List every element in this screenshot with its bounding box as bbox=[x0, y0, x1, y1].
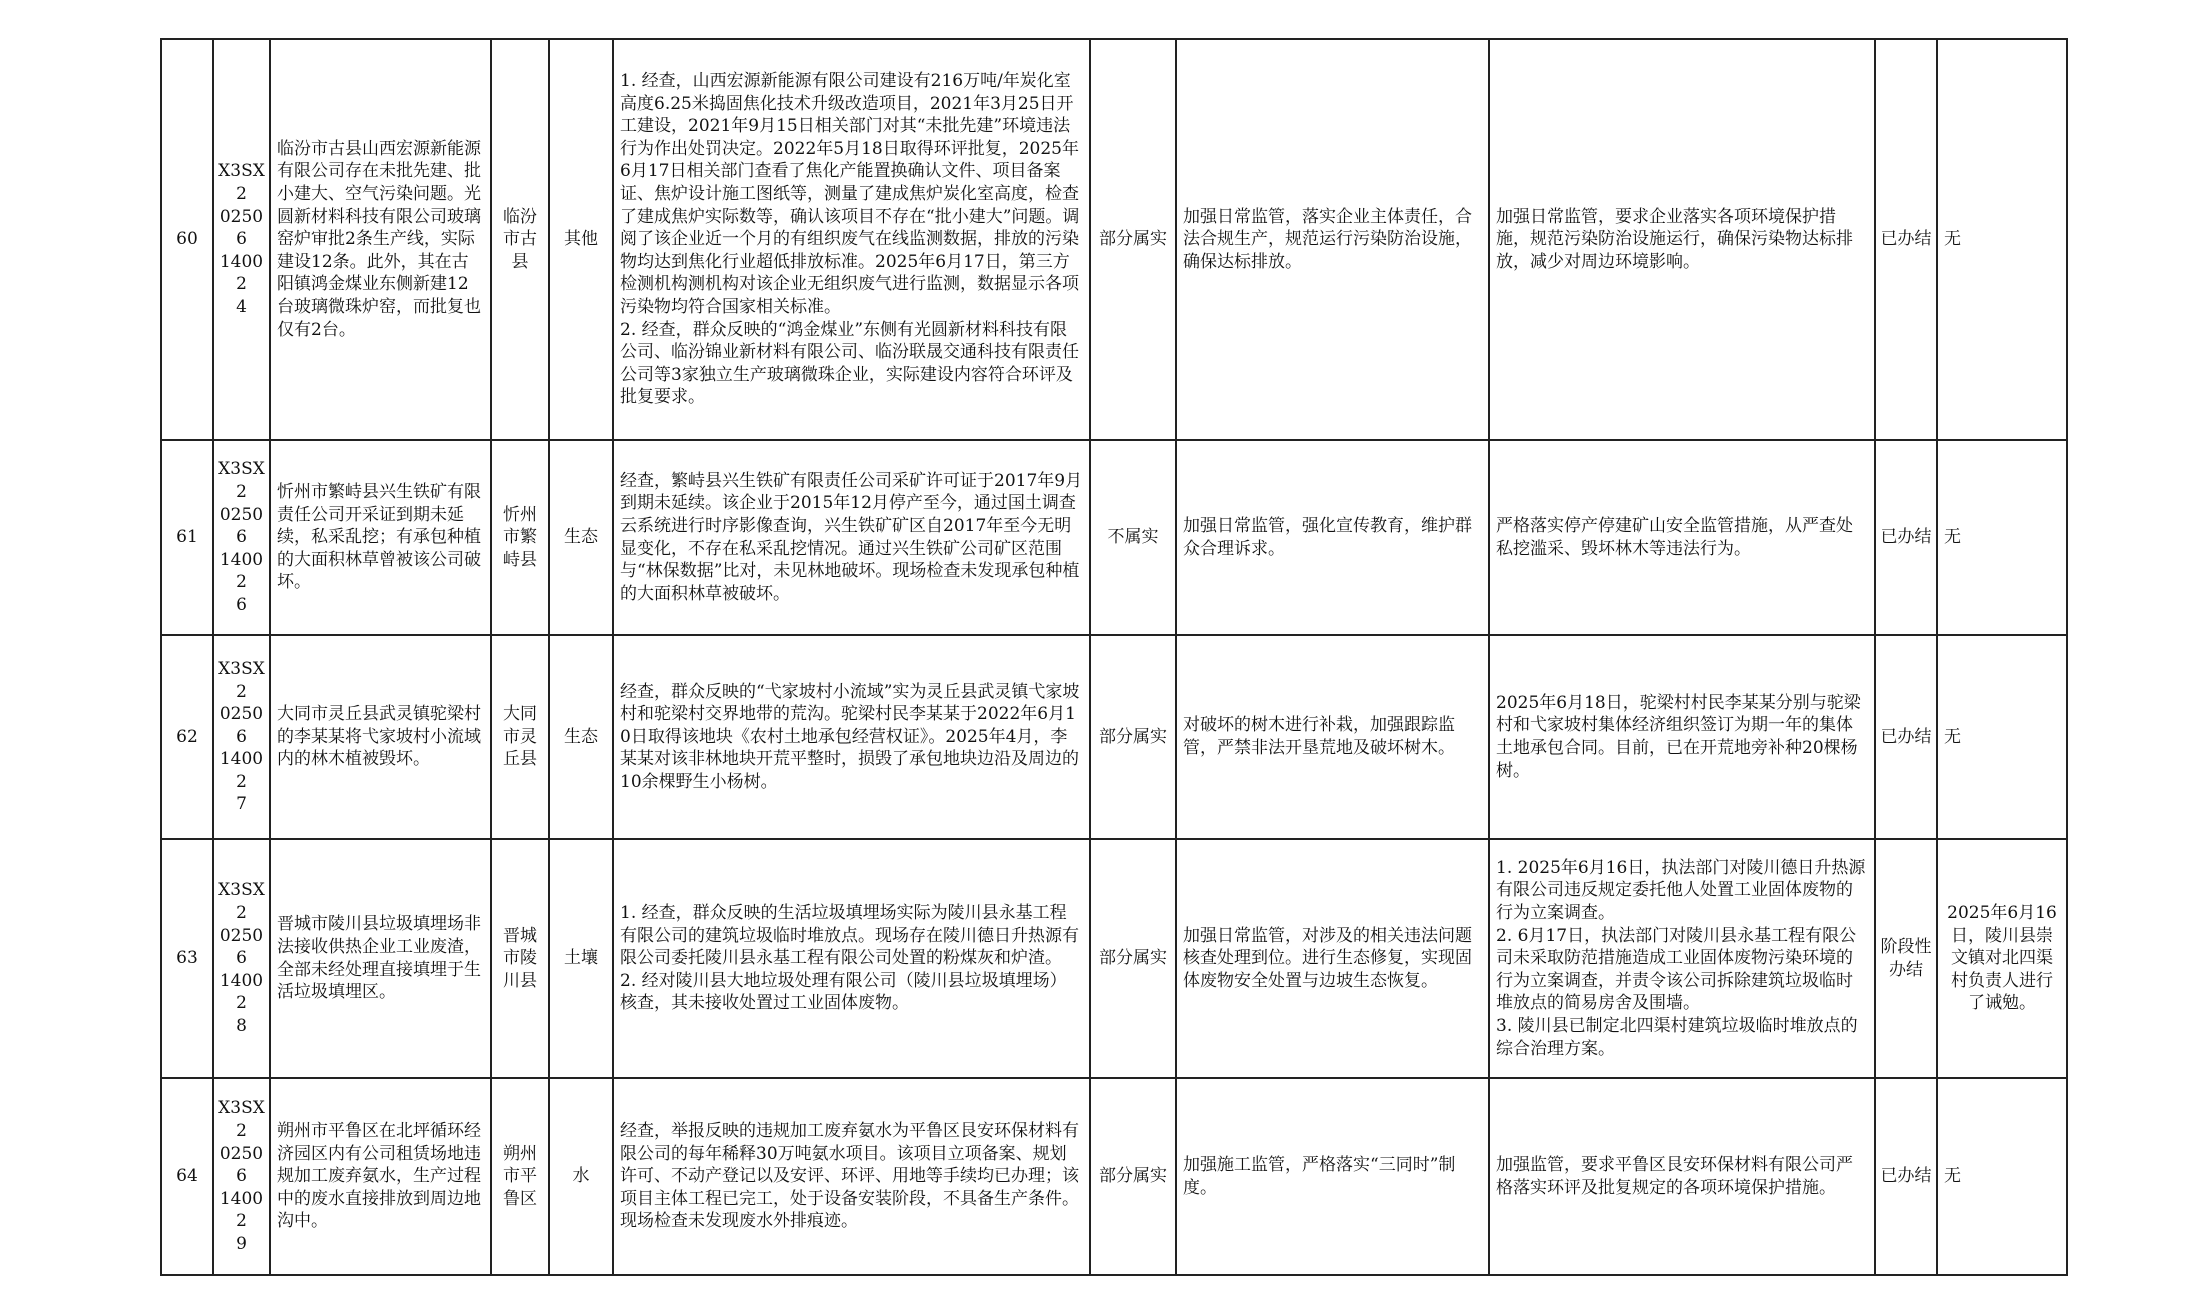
complaint-code-line: X3SX2 bbox=[218, 1098, 265, 1142]
row-number-cell: 63 bbox=[161, 839, 213, 1078]
complaint-content-cell: 晋城市陵川县垃圾填埋场非法接收供热企业工业废渣，全部未经处理直接填埋于生活垃圾填埋区。 bbox=[270, 839, 491, 1078]
handling-cell: 加强施工监管，严格落实“三同时”制度。 bbox=[1176, 1078, 1489, 1275]
complaint-content-cell: 忻州市繁峙县兴生铁矿有限责任公司开采证到期未延续，私采乱挖；有承包种植的大面积林草曾被该公司破坏。 bbox=[270, 440, 491, 635]
verdict-cell: 部分属实 bbox=[1090, 39, 1176, 440]
region-cell: 晋城市陵川县 bbox=[491, 839, 549, 1078]
complaint-code-line: 14002 bbox=[219, 549, 264, 593]
status-cell: 已办结 bbox=[1875, 440, 1937, 635]
rectification-cell: 2025年6月18日，驼梁村村民李某某分别与驼梁村和弋家坡村集体经济组织签订为期一年的集体土地承包合同。目前，已在开荒地旁补种20棵杨树。 bbox=[1489, 635, 1875, 839]
complaint-code-line: 02506 bbox=[219, 206, 264, 250]
accountability-cell: 无 bbox=[1937, 39, 2067, 440]
accountability-cell: 2025年6月16日，陵川县崇文镇对北四渠村负责人进行了诫勉。 bbox=[1937, 839, 2067, 1078]
category-cell: 生态 bbox=[549, 635, 613, 839]
complaint-table bbox=[160, 38, 2068, 1276]
category-cell: 土壤 bbox=[549, 839, 613, 1078]
row-number-cell: 64 bbox=[161, 1078, 213, 1275]
verification-cell: 1. 经查，山西宏源新能源有限公司建设有216万吨/年炭化室高度6.25米捣固焦化技术升级改造项目，2021年3月25日开工建设，2021年9月15日相关部门对其“未批先建”环境违法行为作出处罚决定。2022年5月18日取得环评批复，2025年6月17日相关部门查看了焦化产能置换确认文件、项目备案证、焦炉设计施工图纸等，测量了建成焦炉炭化室高度，检查了建成焦炉实际数等，确认该项目不存在“批小建大”问题。调阅了该企业近一个月的有组织废气在线监测数据，排放的污染物均达到焦化行业超低排放标准。2025年6月17日，第三方检测机构测机构对该企业无组织废气进行监测，数据显示各项污染物均符合国家相关标准。 2. 经查，群众反映的“鸿金煤业”东侧有光圆新材料科技有限公司、临汾锦业新材料有限公司、临汾联晟交通科技有限责任公司等3家独立生产玻璃微珠企业，实际建设内容符合环评及批复要求。 bbox=[613, 39, 1090, 440]
verdict-cell: 部分属实 bbox=[1090, 1078, 1176, 1275]
table-row bbox=[161, 39, 2067, 440]
complaint-code-cell bbox=[213, 440, 270, 635]
category-cell: 水 bbox=[549, 1078, 613, 1275]
rectification-cell: 加强监管，要求平鲁区艮安环保材料有限公司严格落实环评及批复规定的各项环境保护措施。 bbox=[1489, 1078, 1875, 1275]
status-cell: 已办结 bbox=[1875, 1078, 1937, 1275]
handling-cell: 加强日常监管，强化宣传教育，维护群众合理诉求。 bbox=[1176, 440, 1489, 635]
accountability-cell: 无 bbox=[1937, 1078, 2067, 1275]
row-number-cell: 61 bbox=[161, 440, 213, 635]
status-cell: 已办结 bbox=[1875, 39, 1937, 440]
region-cell: 大同市灵丘县 bbox=[491, 635, 549, 839]
rectification-cell: 严格落实停产停建矿山安全监管措施，从严查处私挖滥采、毁坏林木等违法行为。 bbox=[1489, 440, 1875, 635]
status-cell: 阶段性办结 bbox=[1875, 839, 1937, 1078]
row-number-cell: 62 bbox=[161, 635, 213, 839]
status-cell: 已办结 bbox=[1875, 635, 1937, 839]
complaint-code-line: 14002 bbox=[219, 749, 264, 792]
verification-cell: 经查，举报反映的违规加工废弃氨水为平鲁区艮安环保材料有限公司的每年稀释30万吨氨水项目。该项目立项备案、规划许可、不动产登记以及安评、环评、用地等手续均已办理；该项目主体工程已完工，处于设备安装阶段，不具备生产条件。现场检查未发现废水外排痕迹。 bbox=[613, 1078, 1090, 1275]
complaint-code-line: 02506 bbox=[219, 1143, 264, 1187]
complaint-code-line: X3SX2 bbox=[218, 161, 265, 205]
complaint-code-line: 02506 bbox=[219, 704, 264, 747]
rectification-cell: 加强日常监管，要求企业落实各项环境保护措施，规范污染防治设施运行，确保污染物达标排放，减少对周边环境影响。 bbox=[1489, 39, 1875, 440]
verdict-cell: 部分属实 bbox=[1090, 839, 1176, 1078]
region-cell: 朔州市平鲁区 bbox=[491, 1078, 549, 1275]
category-cell: 其他 bbox=[549, 39, 613, 440]
complaint-code-line: 9 bbox=[236, 1233, 247, 1254]
table-row bbox=[161, 1078, 2067, 1275]
accountability-cell: 无 bbox=[1937, 440, 2067, 635]
complaint-code-cell bbox=[213, 1078, 270, 1275]
complaint-content-cell: 朔州市平鲁区在北坪循环经济园区内有公司租赁场地违规加工废弃氨水，生产过程中的废水直接排放到周边地沟中。 bbox=[270, 1078, 491, 1275]
complaint-code-line: X3SX2 bbox=[218, 880, 265, 924]
table-row bbox=[161, 440, 2067, 635]
complaint-code-line: 6 bbox=[236, 594, 247, 615]
complaint-code-cell bbox=[213, 635, 270, 839]
complaint-code-line: X3SX2 bbox=[218, 459, 265, 503]
category-cell: 生态 bbox=[549, 440, 613, 635]
complaint-code-line: 02506 bbox=[219, 504, 264, 548]
accountability-cell: 无 bbox=[1937, 635, 2067, 839]
handling-cell: 加强日常监管，落实企业主体责任，合法合规生产，规范运行污染防治设施，确保达标排放。 bbox=[1176, 39, 1489, 440]
complaint-code-line: 14002 bbox=[219, 970, 264, 1014]
verification-cell: 经查，繁峙县兴生铁矿有限责任公司采矿许可证于2017年9月到期未延续。该企业于2015年12月停产至今，通过国土调查云系统进行时序影像查询，兴生铁矿矿区自2017年至今无明显变化，不存在私采乱挖情况。通过兴生铁矿公司矿区范围与“林保数据”比对，未见林地破坏。现场检查未发现承包种植的大面积林草被破坏。 bbox=[613, 440, 1090, 635]
handling-cell: 对破坏的树木进行补栽，加强跟踪监管，严禁非法开垦荒地及破坏树木。 bbox=[1176, 635, 1489, 839]
complaint-code-line: 02506 bbox=[219, 925, 264, 969]
complaint-code-line: 14002 bbox=[219, 1188, 264, 1232]
complaint-code-line: 7 bbox=[236, 794, 247, 815]
region-cell: 忻州市繁峙县 bbox=[491, 440, 549, 635]
rectification-cell: 1. 2025年6月16日，执法部门对陵川德日升热源有限公司违反规定委托他人处置工业固体废物的行为立案调查。 2. 6月17日，执法部门对陵川县永基工程有限公司未采取防范措施造成工业固体废物污染环境的行为立案调查，并责令该公司拆除建筑垃圾临时堆放点的简易房舍及围墙。 3. 陵川县已制定北四渠村建筑垃圾临时堆放点的综合治理方案。 bbox=[1489, 839, 1875, 1078]
complaint-code-line: 14002 bbox=[219, 251, 264, 295]
verification-cell: 1. 经查，群众反映的生活垃圾填埋场实际为陵川县永基工程有限公司的建筑垃圾临时堆放点。现场存在陵川德日升热源有限公司委托陵川县永基工程有限公司处置的粉煤灰和炉渣。 2. 经对陵川县大地垃圾处理有限公司（陵川县垃圾填埋场）核查，其未接收处置过工业固体废物。 bbox=[613, 839, 1090, 1078]
complaint-code-line: X3SX2 bbox=[218, 658, 265, 702]
verdict-cell: 不属实 bbox=[1090, 440, 1176, 635]
complaint-code-cell bbox=[213, 839, 270, 1078]
verdict-cell: 部分属实 bbox=[1090, 635, 1176, 839]
region-cell: 临汾市古县 bbox=[491, 39, 549, 440]
complaint-content-cell: 临汾市古县山西宏源新能源有限公司存在未批先建、批小建大、空气污染问题。光圆新材料科技有限公司玻璃窑炉审批2条生产线，实际建设12条。此外，其在古阳镇鸿金煤业东侧新建12台玻璃微珠炉窑，而批复也仅有2台。 bbox=[270, 39, 491, 440]
verification-cell: 经查，群众反映的“弋家坡村小流域”实为灵丘县武灵镇弋家坡村和驼梁村交界地带的荒沟。驼梁村民李某某于2022年6月10日取得该地块《农村土地承包经营权证》。2025年4月，李某某对该非林地块开荒平整时，损毁了承包地块边沿及周边的10余棵野生小杨树。 bbox=[613, 635, 1090, 839]
complaint-code-line: 4 bbox=[236, 296, 247, 317]
table-row bbox=[161, 635, 2067, 839]
table-row bbox=[161, 839, 2067, 1078]
row-number-cell: 60 bbox=[161, 39, 213, 440]
complaint-code-line: 8 bbox=[236, 1015, 247, 1036]
complaint-code-cell bbox=[213, 39, 270, 440]
complaint-content-cell: 大同市灵丘县武灵镇驼梁村的李某某将弋家坡村小流域内的林木植被毁坏。 bbox=[270, 635, 491, 839]
handling-cell: 加强日常监管，对涉及的相关违法问题核查处理到位。进行生态修复，实现固体废物安全处置与边坡生态恢复。 bbox=[1176, 839, 1489, 1078]
